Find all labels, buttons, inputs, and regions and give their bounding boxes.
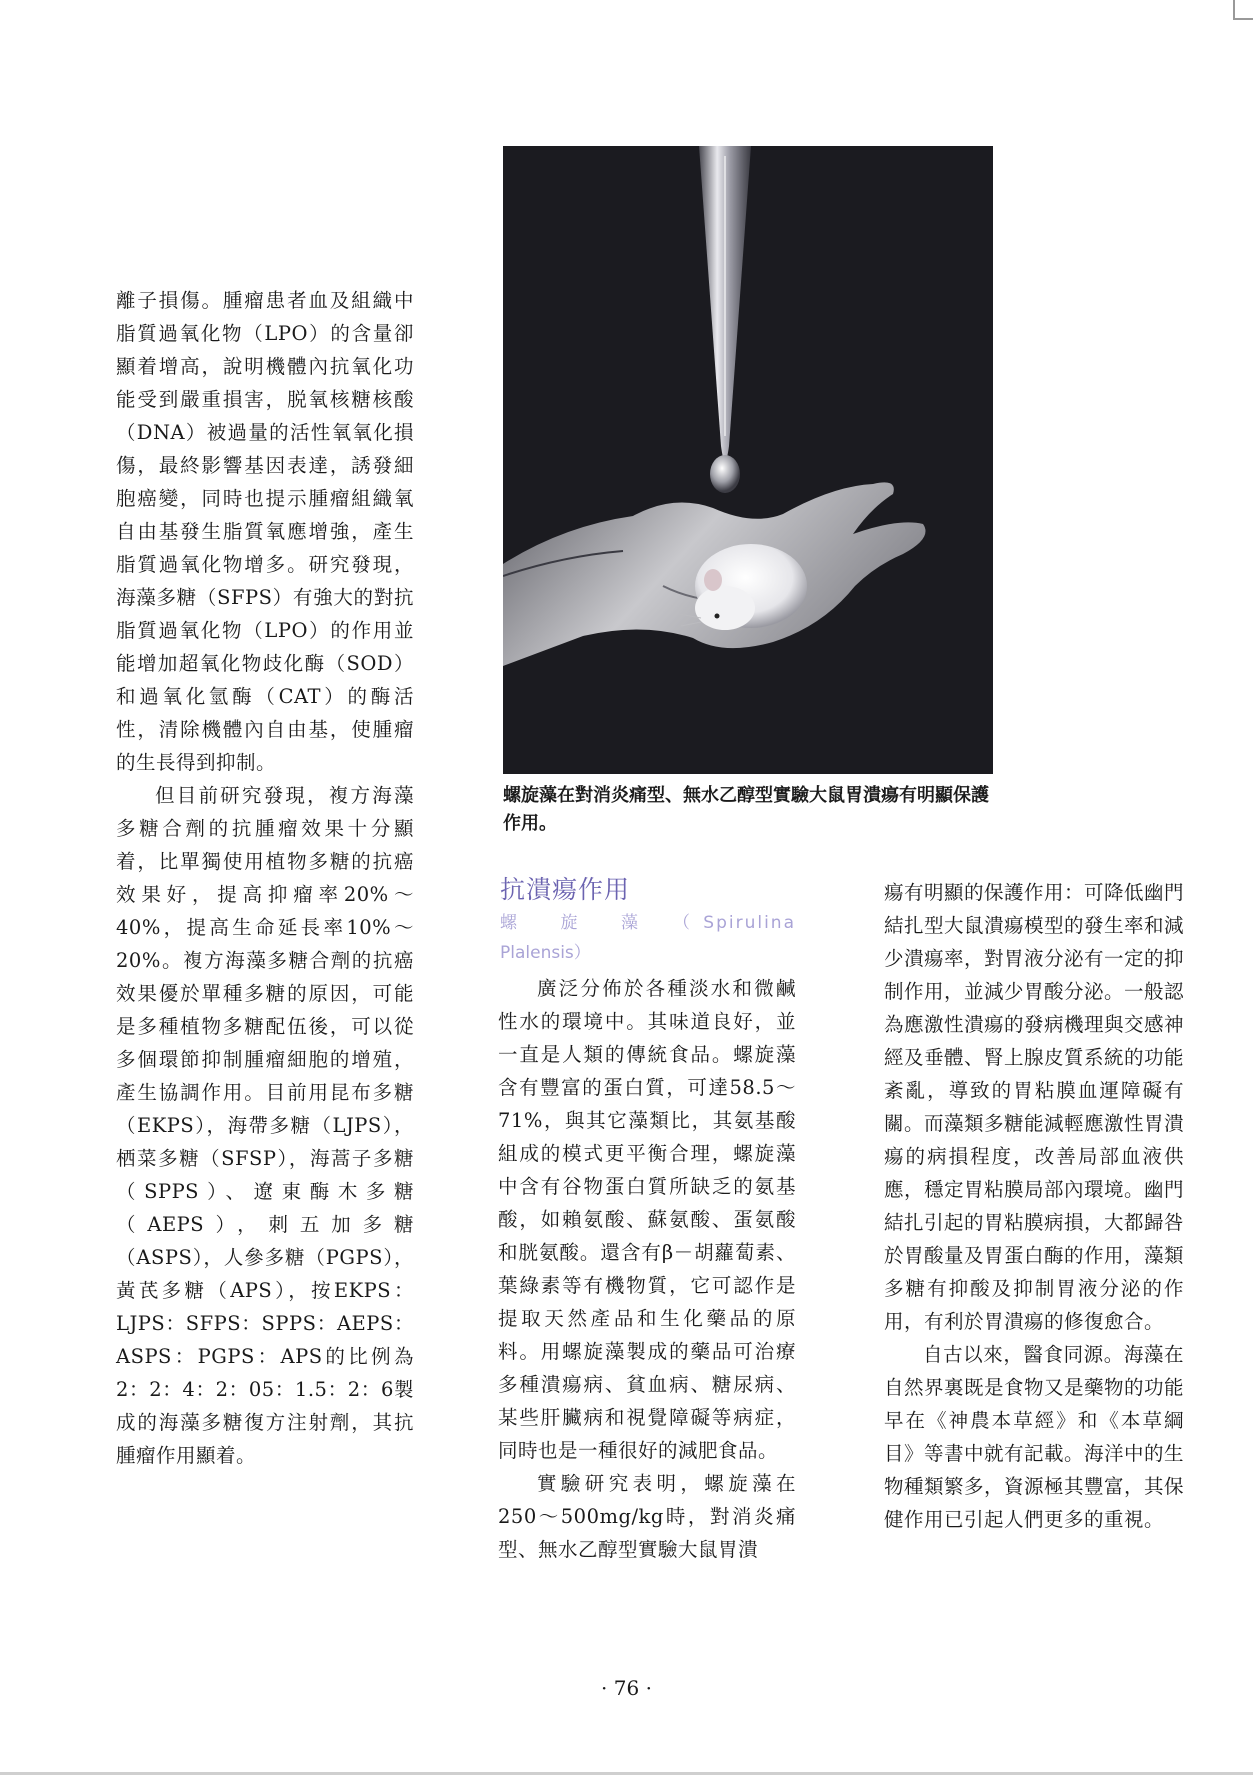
figure-photo [503,146,993,774]
left-column [116,284,414,1472]
section-subtitle-line2: Plalensis） [500,943,591,963]
figure-caption: 螺旋藻在對消炎痛型、無水乙醇型實驗大鼠胃潰瘍有明顯保護作用。 [503,785,989,834]
pipette-hand-mouse-illustration [503,146,993,774]
middle-paragraph-2: 實驗研究表明，螺旋藻在250〜500mg/kg時，對消炎痛型、無水乙醇型實驗大鼠胃潰 [498,1472,796,1561]
right-column [884,876,1184,1536]
scan-corner-mark [1233,0,1253,20]
middle-paragraph-1: 廣泛分佈於各種淡水和微鹹性水的環境中。其味道良好，並一直是人類的傳統食品。螺旋藻含有豐富的蛋白質，可達58.5〜71%，與其它藻類比，其氨基酸組成的模式更平衡合理，螺旋藻中含有谷物蛋白質所缺乏的氨基酸，如賴氨酸、蘇氨酸、蛋氨酸和胱氨酸。還含有β－胡蘿蔔素、葉綠素等有機物質，它可認作是提取天然產品和生化藥品的原料。用螺旋藻製成的藥品可治療多種潰瘍病、貧血病、糖尿病、某些肝臟病和視覺障礙等病症，同時也是一種很好的減肥食品。 [498,977,796,1462]
right-paragraph-1: 瘍有明顯的保護作用：可降低幽門結扎型大鼠潰瘍模型的發生率和減少潰瘍率，對胃液分泌有一定的抑制作用，並減少胃酸分泌。一般認為應激性潰瘍的發病機理與交感神經及垂體、腎上腺皮質系統的功能紊亂，導致的胃粘膜血運障礙有關。而藻類多糖能減輕應激性胃潰瘍的病損程度，改善局部血液供應，穩定胃粘膜局部內環境。幽門結扎引起的胃粘膜病損，大都歸咎於胃酸量及胃蛋白酶的作用，藻類多糖有抑酸及抑制胃液分泌的作用，有利於胃潰瘍的修復愈合。 [884,881,1185,1333]
right-paragraph-2: 自古以來，醫食同源。海藻在自然界裏既是食物又是藥物的功能早在《神農本草經》和《本草綱目》等書中就有記載。海洋中的生物種類繁多，資源極其豐富，其保健作用已引起人們更多的重視。 [884,1343,1185,1531]
scan-bottom-edge [0,1772,1253,1775]
droplet-shape [710,455,740,493]
left-paragraph-1: 離子損傷。腫瘤患者血及組織中脂質過氧化物（LPO）的含量卻顯着增高，說明機體內抗氧化功能受到嚴重損害，脱氧核糖核酸（DNA）被過量的活性氧氧化損傷，最終影響基因表達，誘發細胞癌變，同時也提示腫瘤組織氧自由基發生脂質氧應增強，產生脂質過氧化物增多。研究發現，海藻多糖（SFPS）有強大的對抗脂質過氧化物（LPO）的作用並能增加超氧化物歧化酶（SOD）和過氧化氫酶（CAT）的酶活性，清除機體內自由基，使腫瘤的生長得到抑制。 [116,289,414,774]
middle-column [498,972,796,1566]
section-subtitle-line1: 螺 旋 藻 （Spirulina [500,913,796,933]
left-paragraph-2: 但目前研究發現，複方海藻多糖合劑的抗腫瘤效果十分顯着，比單獨使用植物多糖的抗癌效果好，提高抑瘤率20%〜40%，提高生命延長率10%〜20%。複方海藻多糖合劑的抗癌效果優於單種多糖的原因，可能是多種植物多糖配伍後，可以從多個環節抑制腫瘤細胞的增殖，產生協調作用。目前用昆布多糖（EKPS），海帶多糖（LJPS），栖菜多糖（SFSP），海蒿子多糖（SPPS）、遼東酶木多糖（AEPS），刺五加多糖（ASPS），人參多糖（PGPS），黃芪多糖（APS），按EKPS：LJPS：SFPS：SPPS：AEPS：ASPS：PGPS：APS的比例為2：2：4：2：05：1.5：2：6製成的海藻多糖復方注射劑，其抗腫瘤作用顯着。 [116,784,414,1467]
page-number: · 76 · [601,1676,652,1700]
section-title: 抗潰瘍作用 [500,875,631,904]
